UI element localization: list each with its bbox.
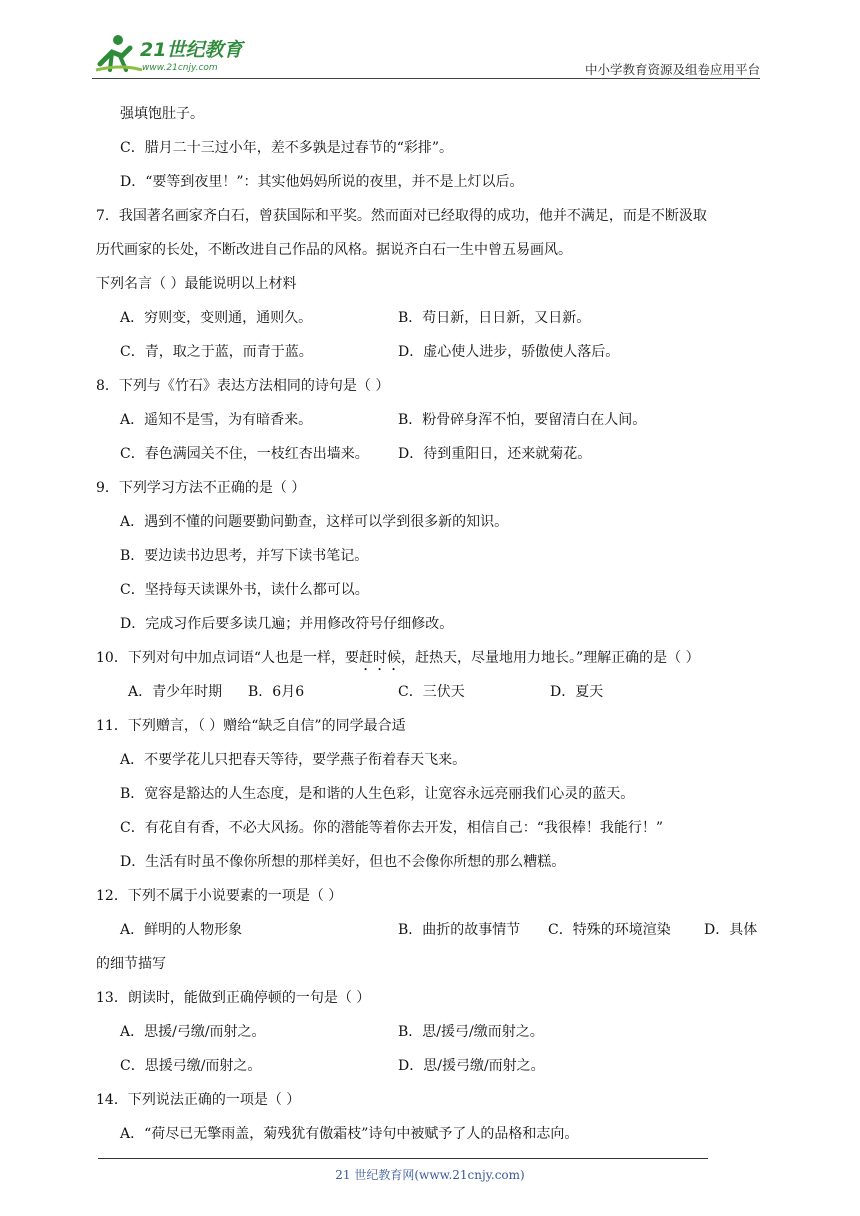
option-b: B．曲折的故事情节	[398, 922, 521, 938]
footer-divider	[98, 1158, 708, 1159]
option-c: C．特殊的环境渲染	[548, 922, 671, 938]
option-a: A．遥知不是雪，为有暗香来。	[120, 412, 313, 428]
option-b: B．粉骨碎身浑不怕，要留清白在人间。	[398, 412, 647, 428]
option-c: C．春色满园关不住，一枝红杏出墙来。	[120, 446, 369, 462]
option-b: B．思/援弓/缴而射之。	[398, 1024, 544, 1040]
question-8: 8．下列与《竹石》表达方法相同的诗句是（ ）	[96, 378, 390, 394]
question-14: 14．下列说法正确的一项是（ ）	[96, 1092, 301, 1108]
question-7-prompt: 下列名言（ ）最能说明以上材料	[96, 276, 297, 292]
svg-text:21世纪教育: 21世纪教育	[140, 39, 243, 61]
question-11: 11．下列赠言，（ ）赠给“缺乏自信”的同学最合适	[96, 718, 406, 734]
option-d: D．待到重阳日，还来就菊花。	[398, 446, 592, 462]
option-c: C．有花自有香，不必大风扬。你的潜能等着你去开发，相信自己：“我很棒！我能行！”	[120, 820, 664, 836]
question-7-cont: 历代画家的长处，不断改进自己作品的风格。据说齐白石一生中曾五易画风。	[96, 242, 572, 258]
option-b: B．要边读书边思考，并写下读书笔记。	[120, 548, 369, 564]
question-9: 9．下列学习方法不正确的是（ ）	[96, 480, 306, 496]
option-d: D．生活有时虽不像你所想的那样美好，但也不会像你所想的那么糟糕。	[120, 854, 566, 870]
question-13: 13．朗读时，能做到正确停顿的一句是（ ）	[96, 990, 371, 1006]
option-a: A．“荷尽已无擎雨盖，菊残犹有傲霜枝”诗句中被赋予了人的品格和志向。	[120, 1126, 579, 1142]
option-c: C．三伏天	[398, 684, 465, 700]
option-c: C．思援弓缴/而射之。	[120, 1058, 262, 1074]
option-c: C．坚持每天读课外书，读什么都可以。	[120, 582, 369, 598]
option-d: D．“要等到夜里！”：其实他妈妈所说的夜里，并不是上灯以后。	[120, 174, 524, 190]
option-a: A．遇到不懂的问题要勤问勤查，这样可以学到很多新的知识。	[120, 514, 509, 530]
option-d: D．虚心使人进步，骄傲使人落后。	[398, 344, 620, 360]
footer-link[interactable]: 21 世纪教育网(www.21cnjy.com)	[335, 1168, 525, 1182]
question-7: 7．我国著名画家齐白石，曾获国际和平奖。然而面对已经取得的成功，他并不满足，而是不断汲取	[96, 208, 707, 224]
option-a: A．鲜明的人物形象	[120, 922, 243, 938]
option-b: B．6月6	[248, 684, 305, 700]
option-d: D．夏天	[550, 684, 604, 700]
question-12: 12．下列不属于小说要素的一项是（ ）	[96, 888, 343, 904]
option-d: D．完成习作后要多读几遍；并用修改符号仔细修改。	[120, 616, 454, 632]
header-divider	[92, 78, 760, 79]
question-10	[96, 648, 700, 674]
option-d-cont: 的细节描写	[96, 956, 166, 972]
option-d: D．具体	[704, 922, 758, 938]
option-c: C．青，取之于蓝，而青于蓝。	[120, 344, 313, 360]
option-a: A．思援/弓缴/而射之。	[120, 1024, 266, 1040]
site-logo	[92, 30, 262, 78]
option-b: B．宽容是豁达的人生态度，是和谐的人生色彩，让宽容永远亮丽我们心灵的蓝天。	[120, 786, 635, 802]
svg-text:www.21cnjy.com: www.21cnjy.com	[142, 63, 218, 73]
option-c: C．腊月二十三过小年，差不多孰是过春节的“彩排”。	[120, 140, 454, 156]
text-line: 强填饱肚子。	[120, 106, 204, 122]
option-a: A．青少年时期	[128, 684, 223, 700]
option-a: A．穷则变，变则通，通则久。	[120, 310, 313, 326]
option-b: B．苟日新，日日新，又日新。	[398, 310, 591, 326]
option-d: D．思/援弓缴/而射之。	[398, 1058, 545, 1074]
emphasized-phrase: 赶时候	[358, 650, 401, 666]
question-10-pre: 10．下列对句中加点词语“人也是一样，要	[96, 650, 359, 666]
option-a: A．不要学花儿只把春天等待，要学燕子衔着春天飞来。	[120, 752, 467, 768]
question-10-post: ，赶热天，尽量地用力地长。”理解正确的是（ ）	[400, 650, 700, 666]
platform-name: 中小学教育资源及组卷应用平台	[584, 62, 760, 77]
